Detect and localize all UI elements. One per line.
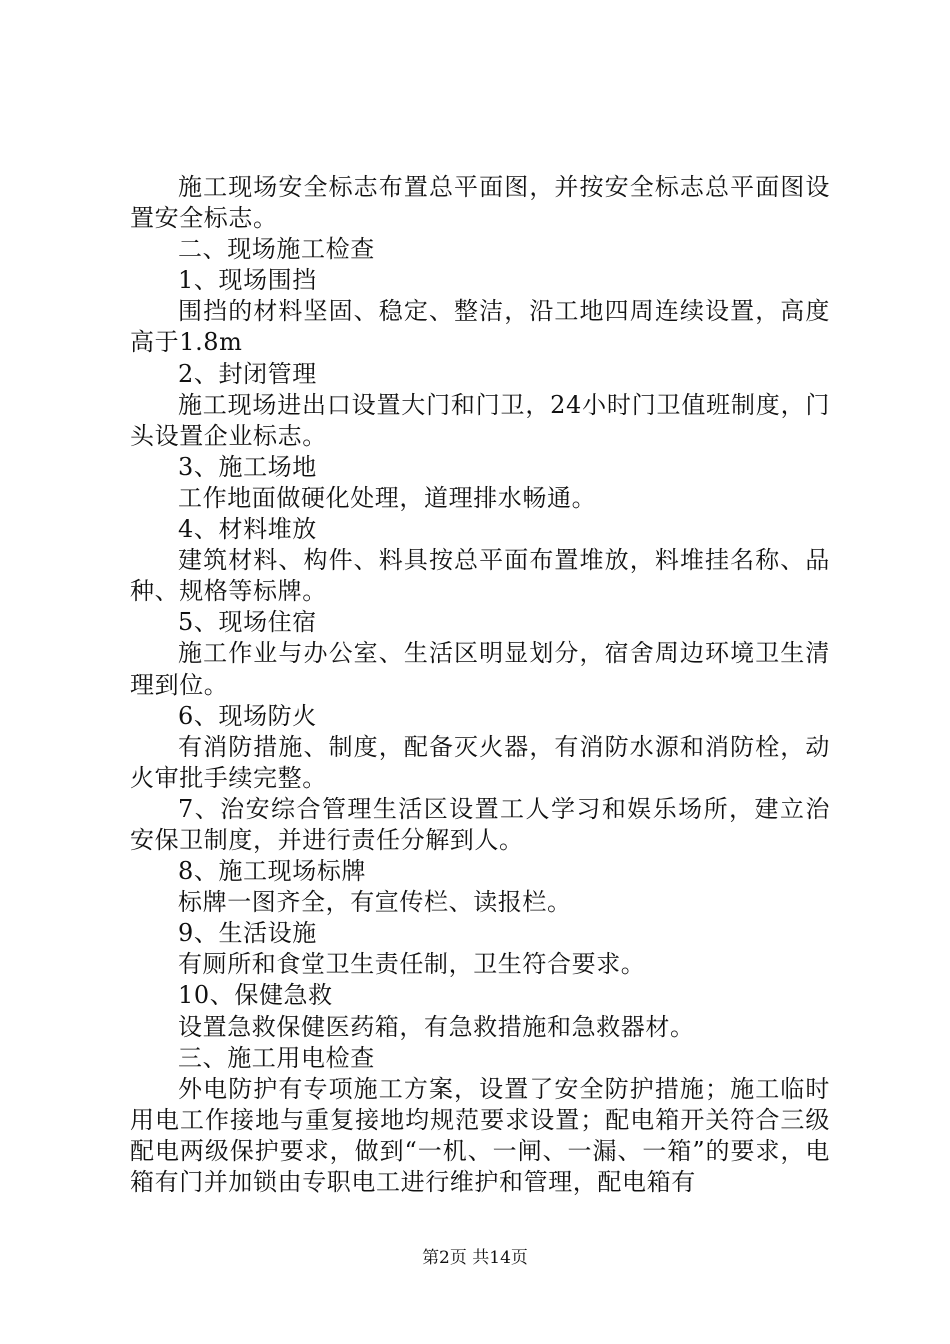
paragraph-site-signboard: 标牌一图齐全，有宣传栏、读报栏。 [178,888,572,917]
paragraph-fire-prevention: 有消防措施、制度，配备灭火器，有消防水源和消防栓，动火审批手续完整。 [130,732,830,792]
paragraph-security-management: 7、治安综合管理生活区设置工人学习和娱乐场所，建立治安保卫制度，并进行责任分解到人。 [130,794,830,854]
item-heading-fire-prevention: 6、现场防火 [178,701,317,730]
paragraph-closed-management: 施工现场进出口设置大门和门卫，24小时门卫值班制度，门头设置企业标志。 [130,390,830,450]
paragraph-construction-site: 工作地面做硬化处理，道理排水畅通。 [178,483,597,512]
item-heading-material-stacking: 4、材料堆放 [178,515,317,544]
paragraph-first-aid: 设置急救保健医药箱，有急救措施和急救器材。 [178,1012,695,1041]
paragraph-site-accommodation: 施工作业与办公室、生活区明显划分，宿舍周边环境卫生清理到位。 [130,639,830,699]
paragraph-living-facilities: 有厕所和食堂卫生责任制，卫生符合要求。 [178,950,646,979]
section-heading-site-inspection: 二、现场施工检查 [178,235,375,264]
page-number-footer: 第2页 共14页 [422,1248,528,1268]
document-body [130,172,830,1198]
paragraph-sign-layout: 施工现场安全标志布置总平面图，并按安全标志总平面图设置安全标志。 [130,173,830,233]
item-heading-enclosure: 1、现场围挡 [178,266,317,295]
section-heading-electrical-inspection: 三、施工用电检查 [178,1043,375,1072]
item-heading-site-signboard: 8、施工现场标牌 [178,857,367,886]
item-heading-closed-management: 2、封闭管理 [178,359,317,388]
paragraph-electrical-inspection: 外电防护有专项施工方案，设置了安全防护措施；施工临时用电工作接地与重复接地均规范要求设置；配电箱开关符合三级配电两级保护要求，做到“一机、一闸、一漏、一箱”的要求，电箱有门并加锁由专职电工进行维护和管理，配电箱有 [130,1074,830,1196]
paragraph-material-stacking: 建筑材料、构件、料具按总平面布置堆放，料堆挂名称、品种、规格等标牌。 [130,546,830,606]
item-heading-site-accommodation: 5、现场住宿 [178,608,317,637]
item-heading-construction-site: 3、施工场地 [178,452,317,481]
paragraph-enclosure: 围挡的材料坚固、稳定、整洁，沿工地四周连续设置，高度高于1.8m [130,297,830,357]
item-heading-living-facilities: 9、生活设施 [178,919,317,948]
item-heading-first-aid: 10、保健急救 [178,981,333,1010]
